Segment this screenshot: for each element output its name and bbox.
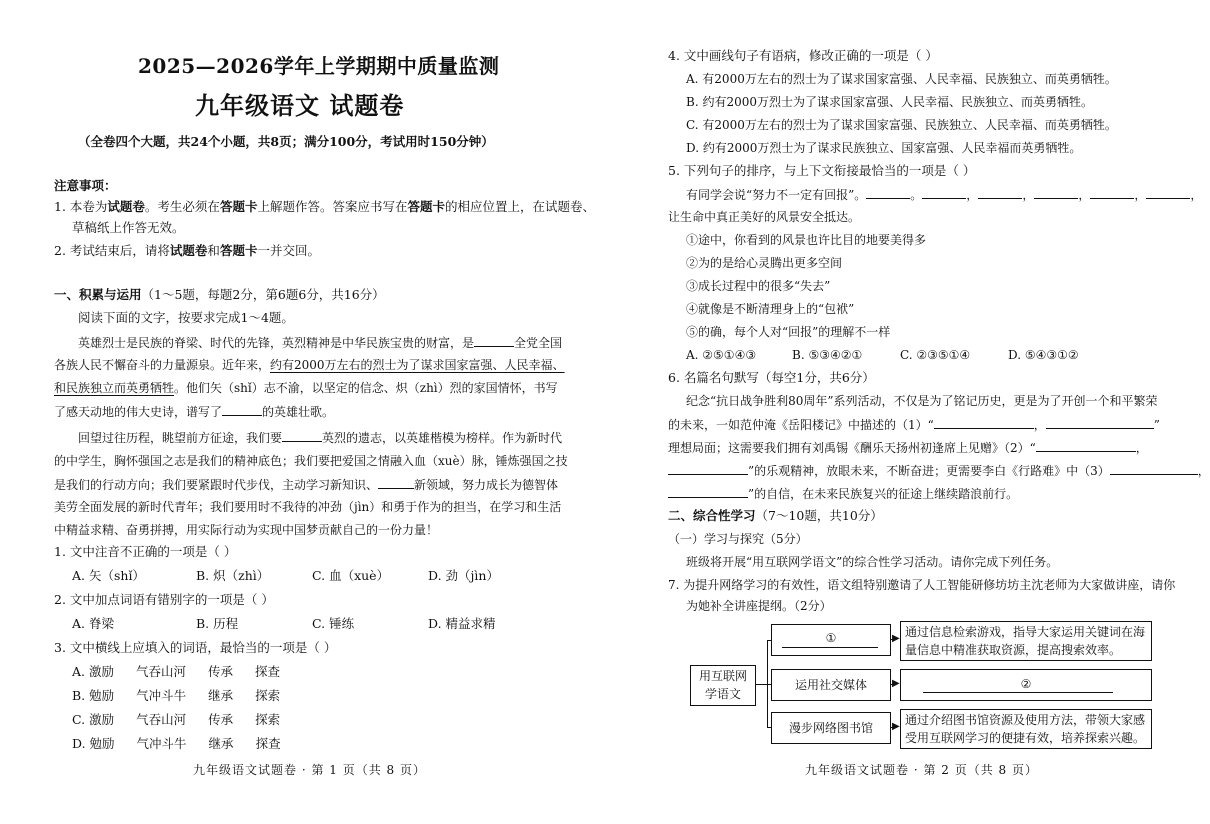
option[interactable]: B. ⑤③④②① <box>792 348 863 362</box>
answer-line[interactable] <box>923 692 1113 693</box>
sentence-item: ②为的是给心灵腾出更多空间 <box>686 256 843 270</box>
notice-heading: 注意事项： <box>54 178 117 193</box>
passage-line: 回望过往历程，眺望前方征途，我们要 英烈的遗志，以英雄楷模为榜样。作为新时代 <box>78 431 563 445</box>
question-6: 6. 名篇名句默写（每空1分，共6分） <box>668 370 875 385</box>
passage-line: 各族人民不懈奋斗的力量源泉。近年来，约有2000万左右的烈士为了谋求国家富强、人民幸福、 <box>54 358 565 372</box>
question-5: 5. 下列句子的排序，与上下文衔接最恰当的一项是（ ） <box>668 163 976 178</box>
option[interactable]: A. 有2000万左右的烈士为了谋求国家富强、人民幸福、民族独立、而英勇牺牲。 <box>686 72 1117 86</box>
sentence-item: ④就像是不断清理身上的“包袱” <box>686 302 855 316</box>
question-6-text: 纪念“抗日战争胜利80周年”系列活动，不仅是为了铭记历史，更是为了开创一个和平繁荣 <box>686 394 1158 408</box>
passage-line: 是我们的行动方向；我们要紧跟时代步伐，主动学习新知识、 新领域，努力成长为德智体 <box>54 478 559 492</box>
fill-blank[interactable] <box>668 485 748 498</box>
fill-blank[interactable] <box>934 416 1034 429</box>
option[interactable]: D. 勉励 气冲斗牛 继承 探查 <box>72 736 281 751</box>
option[interactable]: C. 血（xuè） <box>312 568 390 583</box>
passage-line: 的中学生，胸怀强国之志是我们的精神底色；我们要把爱国之情融入血（xuè）脉，锤炼强国之技 <box>54 454 568 468</box>
passage-line: 了感天动地的伟大史诗，谱写了 的英雄壮歌。 <box>54 405 335 419</box>
option[interactable]: C. ②③⑤①④ <box>900 348 971 362</box>
diagram-item-3: 漫步网络图书馆 <box>771 712 891 744</box>
option[interactable]: B. 历程 <box>196 616 239 631</box>
arrow-icon: ▶ <box>892 721 900 732</box>
arrow-icon: ▶ <box>892 678 900 689</box>
question-6-text: ”的自信，在未来民族复兴的征途上继续踏浪前行。 <box>668 485 1018 502</box>
question-1: 1. 文中注音不正确的一项是（ ） <box>54 544 237 559</box>
fill-blank[interactable] <box>1046 416 1154 429</box>
option[interactable]: D. 劲（jìn） <box>428 568 499 583</box>
passage-line: 美劳全面发展的新时代青年；我们要用时不我待的冲劲（jìn）和勇于作为的担当，在学习和生活 <box>54 500 562 514</box>
sentence-item: ⑤的确，每个人对“回报”的理解不一样 <box>686 325 891 339</box>
section-2-heading: 二、综合性学习（7～10题，共10分） <box>668 508 883 523</box>
diagram-detail-2: ② <box>900 669 1152 701</box>
notice-item-1-cont: 草稿纸上作答无效。 <box>72 220 185 235</box>
diagram-item-1: ① <box>771 624 891 656</box>
section-1-heading: 一、积累与运用（1～5题，每题2分，第6题6分，共16分） <box>54 287 385 302</box>
diagram-item-2: 运用社交媒体 <box>771 669 891 701</box>
option[interactable]: B. 勉励 气冲斗牛 继承 探索 <box>72 688 281 703</box>
passage-line: 英雄烈士是民族的脊梁、时代的先锋，英烈精神是中华民族宝贵的财富，是 全党全国 <box>78 336 563 350</box>
question-6-text: 理想局面；这需要我们拥有刘禹锡《酬乐天扬州初逢席上见赠》（2）“ ， <box>668 441 1148 455</box>
page-footer: 九年级语文试题卷 · 第 1 页（共 8 页） <box>193 763 426 777</box>
option[interactable]: A. 激励 气吞山河 传承 探查 <box>72 664 281 679</box>
question-4: 4. 文中画线句子有语病，修改正确的一项是（ ） <box>668 48 938 63</box>
fill-blank[interactable] <box>1036 439 1136 452</box>
sentence-item: ①途中，你看到的风景也许比目的地要美得多 <box>686 233 927 247</box>
option[interactable]: A. 脊梁 <box>72 616 114 631</box>
exam-title: 2025—2026学年上学期期中质量监测 <box>138 54 500 78</box>
paper-info: （全卷四个大题，共24个小题，共8页；满分100分，考试用时150分钟） <box>78 134 494 149</box>
option[interactable]: B. 约有2000万烈士为了谋求国家富强、人民幸福、民族独立、而英勇牺牲。 <box>686 95 1093 109</box>
fill-blank[interactable] <box>668 462 748 475</box>
option[interactable]: A. 矢（shǐ） <box>72 568 145 583</box>
option[interactable]: C. 有2000万左右的烈士为了谋求国家富强、民族独立、人民幸福、而英勇牺牲。 <box>686 118 1117 132</box>
notice-item-1: 1. 本卷为试题卷。考生必须在答题卡上解题作答。答案应书写在答题卡的相应位置上，在试题卷、 <box>54 199 595 214</box>
reading-instruction: 阅读下面的文字，按要求完成1～4题。 <box>78 310 294 325</box>
notice-item-2: 2. 考试结束后，请将试题卷和答题卡一并交回。 <box>54 243 320 258</box>
question-7-cont: 为她补全讲座提纲。（2分） <box>686 599 832 613</box>
question-5-context-end: 让生命中真正美好的风景安全抵达。 <box>668 210 861 224</box>
passage-line: 中精益求精、奋勇拼搏，用实际行动为实现中国梦贡献自己的一份力量！ <box>54 523 439 537</box>
paper-title: 九年级语文 试题卷 <box>195 91 405 120</box>
diagram-root: 用互联网学语文 <box>690 665 756 706</box>
activity-intro: 班级将开展“用互联网学语文”的综合性学习活动。请你完成下列任务。 <box>686 555 1059 569</box>
question-7: 7. 为提升网络学习的有效性，语文组特别邀请了人工智能研修坊坊主沈老师为大家做讲座，请你 <box>668 578 1176 592</box>
fill-blank[interactable] <box>1110 462 1198 475</box>
question-3: 3. 文中横线上应填入的词语，最恰当的一项是（ ） <box>54 640 337 655</box>
arrow-icon: ▶ <box>892 633 900 644</box>
question-2: 2. 文中加点词语有错别字的一项是（ ） <box>54 592 274 607</box>
option[interactable]: D. ⑤④③①② <box>1008 348 1079 362</box>
diagram-detail-1: 通过信息检索游戏，指导大家运用关键词在海量信息中精准获取资源，提高搜索效率。 <box>900 621 1152 661</box>
part-1-heading: （一）学习与探究（5分） <box>668 532 808 546</box>
option[interactable]: C. 锤练 <box>312 616 355 631</box>
option[interactable]: C. 激励 气吞山河 传承 探索 <box>72 712 281 727</box>
option[interactable]: A. ②⑤①④③ <box>686 348 757 362</box>
option[interactable]: B. 炽（zhì） <box>196 568 270 583</box>
question-5-context: 有同学会说“努力不一定有回报”。 。 ， ， ， ， ， <box>686 188 1203 202</box>
question-6-text: 的未来，一如范仲淹《岳阳楼记》中描述的（1）“ ， ” <box>668 418 1160 432</box>
underlined-sentence: 约有2000万左右的烈士为了谋求国家富强、人民幸福、 <box>270 358 565 372</box>
option[interactable]: D. 精益求精 <box>428 616 496 631</box>
question-6-text: ”的乐观精神，放眼未来，不断奋进；更需要李白《行路难》中（3） ， <box>668 462 1210 479</box>
diagram-detail-3: 通过介绍图书馆资源及使用方法，带领大家感受用互联网学习的便捷有效，培养探索兴趣。 <box>900 709 1152 749</box>
page-footer: 九年级语文试题卷 · 第 2 页（共 8 页） <box>805 763 1038 777</box>
passage-line: 和民族独立而英勇牺牲。他们矢（shǐ）志不渝，以坚定的信念、炽（zhì）烈的家国情怀，书写 <box>54 381 558 395</box>
sentence-item: ③成长过程中的很多“失去” <box>686 279 831 293</box>
exam-page-2 <box>600 0 1210 824</box>
option[interactable]: D. 约有2000万烈士为了谋求民族独立、国家富强、人民幸福而英勇牺牲。 <box>686 141 1082 155</box>
exam-page-1 <box>0 0 600 824</box>
